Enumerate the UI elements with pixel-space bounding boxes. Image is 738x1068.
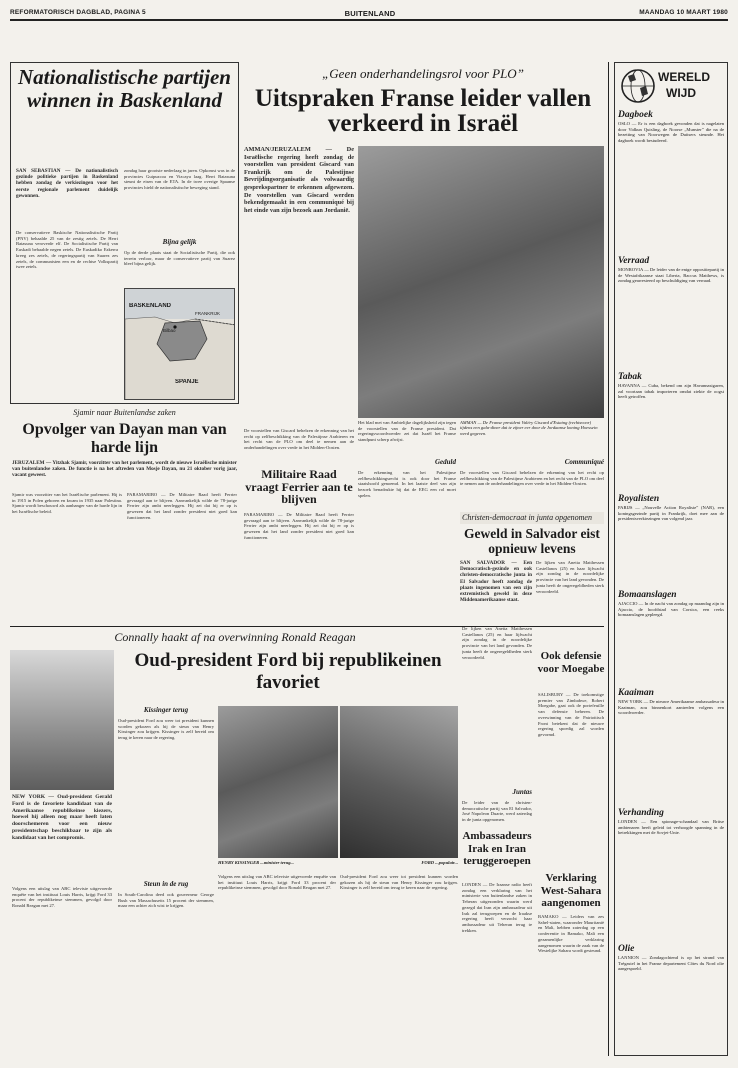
militaire-headline: Militaire Raad vraagt Ferrier aan te blijven [245, 468, 353, 506]
basque-subhead: Bijna gelijk [162, 238, 197, 246]
basque-headline: Nationalistische partijen winnen in Baskenland [18, 66, 231, 112]
salvador-kicker: Christen-democraat in junta opgenomen [460, 512, 604, 524]
main-body-2: Het blad met van Ambtelijke dagelijksheid zijn tegen de voorstellen van de Franse president. Dat regeringswoordvoerder zei dat Israël het Franse standpunt scherp afwijst. [358, 420, 456, 443]
header-rule [10, 19, 728, 21]
sidebar-items [618, 110, 724, 1054]
kissinger-photo [218, 706, 338, 858]
sidebar-item-body: MONROVIA — De leider van de enige oppositiepartij in de Westafrikaanse staat Liberia, Baccus Matthews, is zondag gearresteerd op beschuldiging van verraad. [618, 267, 724, 284]
ook-body: SALISBURY — De toekomstige premier van Zimbabwe, Robert Moegabe, gaat ook de portefeuille van defensie beheren. De overwinning van de Patriottisch Front betekent dat de nieuwe regering spoedig zal worden gevormd. [538, 692, 604, 737]
sidebar-item [618, 944, 724, 1052]
ford-body-5: Oud-president Ford zou weer tot president kunnen worden gekozen als hij de steun van Henry Kissinger zou krijgen. Kissinger is zelf bereid om terug te keren naar de regering. [340, 874, 458, 891]
sidebar-item-title: Dagboek [618, 110, 653, 120]
main-headline: Uitspraken Franse leider vallen verkeerd in Israël [254, 86, 592, 137]
ford-lead: NEW YORK — Oud-president Gerald Ford is de favoriete kandidaat van de Amerikaanse republikeinse kiezers, hoewel hij alleen nog maar heeft laten doorschemeren voor een nieuw presidentschap beschikbaar te zijn als kandidaat van het compromis. [12, 794, 112, 841]
ford-body-4: Volgens een uitslag van ABC televisie uitgevoerde enquête van het instituut Louis Harris, krijgt Ford 33 procent der republikeinse stemmen, gevolgd door Ronald Reagan met 27. [218, 874, 336, 891]
map-title: BASKENLAND [129, 303, 171, 309]
basque-map [124, 288, 235, 400]
wereld-wijd-logo [620, 66, 724, 106]
militaire-body: PARAMARIBO — De Militaire Raad heeft Ferrier gevraagd aan te blijven. Aanvankelijk wilde de 78-jarige Ferrier zijn ambt neerleggen. Hij zei dat hij er op is gewezen dat het land zonder president niet goed kan functioneren. [244, 512, 354, 540]
ambassadeurs-headline: Ambassadeurs Irak en Iran teruggeroepen [462, 830, 532, 867]
sidebar-item-title: Tabak [618, 372, 642, 382]
westsahara-body: BAMAKO — Leiders van zes Sahel-staten, waaronder Mauritanië en Mali, hebben zaterdag op een conferentie in Bamako, Mali een gezamenlijke verklaring aangenomen waarin de zaak van de Westelijke Sahara wordt gesteund. [538, 914, 604, 954]
main-photo-caption: AMMAN — De Franse president Valéry Giscard d'Estaing (rechtsvoor) tijdens een gala-diner dat te zijner eer door de Jordaanse koning Hoessein werd gegeven. [460, 420, 598, 436]
sidebar-item [618, 808, 724, 928]
sidebar-item-title: Olie [618, 944, 635, 954]
sidebar-item-title: Kaaiman [618, 688, 654, 698]
sidebar-item-body: LONDEN — Een spionage-schandaal van Britse ambtenaren heeft geleid tot verhoogde spanning in de betrekkingen met de Sovjet-Unie. [618, 819, 724, 836]
juntas-body: De leider van de christen-democratische partij van El Salvador, José Napoleon Duarte, werd zaterdag in de junta opgenomen. [462, 800, 532, 823]
sidebar-item-title: Verhanding [618, 808, 664, 818]
main-body-1: De voorstellen van Giscard behelzen de erkenning van het recht op zelfbeschikking van de Palestijnse Arabieren en het recht van de PLO om deel te nemen aan de onderhandelingen over vrede in het Midden-Oosten. [244, 428, 354, 451]
dayan-body: Sjamir was voorzitter van het Israëlische parlement. Hij is in 1915 in Polen geboren en kwam in 1935 naar Palestina. Sjamir wordt beschouwd als aanhanger van de harde lijn in het Israëlische beleid. [12, 492, 122, 515]
ford-headline: Oud-president Ford bij republikeinen favoriet [134, 650, 442, 693]
basque-body-1: De conservatieve Baskische Nationalistische Partij (PNV) behaalde 25 van de zestig zetels. De Herri Batasuna veroverde elf. De Socialistische Partij van Euskadi behaalde negen zetels. De Euskadiko Ezkerra kreeg zes zetels, de regeringspartij van Suarez zes zetels, de communisten een en de rechtse Volkspartij twee zetels. [16, 230, 118, 270]
sidebar-item-title: Verraad [618, 256, 650, 266]
basque-body-2: zondag haar grootste nederlaag in jaren. Opkomst was in de provincies Guipuzcoa en Vizcaya laag. Herri Batasuna steunt de eisen van de ETA. In de twee overige Spaanse provincies hield de nationalistische beweging stand. [124, 168, 235, 191]
salvador-headline: Geweld in Salvador eist opnieuw levens [464, 526, 600, 556]
main-body-3: De erkenning van het Palestijnse zelfbeschikkingsrecht is ook door het Franse staatshoofd genoemd. In het laatste deel van zijn bezoek benadrukte hij dat de EEG een rol moet spelen. [358, 470, 456, 498]
sidebar-item [618, 256, 724, 366]
map-label-bilbao: Bilbao [163, 328, 176, 333]
logo-wijd: WIJD [666, 86, 696, 100]
salvador-body: De lijken van Anetta Matthessen Castellanos (25) en haar lijfwacht zijn zondag in de noordelijke provincie van het land gevonden. De junta heeft de ongeregeldheden sterk veroordeeld. [536, 560, 604, 594]
section-label: BUITENLAND [344, 9, 396, 18]
main-subhead-communique: Communiqué [564, 458, 604, 466]
sidebar-item [618, 590, 724, 700]
salvador-lead: SAN SALVADOR — Een Democratisch-gezinde en ook christen-democratische junta in El Salvador heeft zondag de plaats ingenomen van een zijn extremistisch geweld in deze Middenamerikaanse staat. [460, 560, 532, 604]
basque-lead: SAN SEBASTIAN — De nationalistisch gezinde politieke partijen in Baskenland hebben zondag de verkiezingen voor het eerste regionale parlement duidelijk gewonnen. [16, 168, 118, 199]
paper-page-label: REFORMATORISCH DAGBLAD, PAGINA 5 [10, 9, 146, 16]
basque-body-3: Op de derde plaats staat de Socialistische Partij, die ook terrein verloor, maar de conservatieve partij van Suarez bleef bijna gelijk. [124, 250, 235, 267]
salvador-continued: De lijken van Anetta Matthessen Castellanos (25) en haar lijfwacht zijn zondag in de noordelijke provincie van het land gevonden. De junta heeft de ongeregeldheden sterk veroordeeld. [462, 626, 532, 660]
main-kicker: „Geen onderhandelingsrol voor PLO” [322, 66, 524, 81]
main-lead: AMMAN/JERUZALEM — De Israëlische regering heeft zondag de voorstellen van president Giscard van Frankrijk om de Palestijnse Bevrijdingsorganisatie als volwaardig gesprekspartner te erkennen afgewezen. De voorstellen van Giscard werden bekendgemaakt in een communiqué bij het einde van zijn bezoek aan Jordanië. [244, 146, 354, 214]
logo-wereld: WERELD [658, 70, 710, 84]
sidebar-item-title: Bomaanslagen [618, 590, 677, 600]
sidebar-item-body: OSLO — Er is een dagboek gevonden dat is nagelaten door Vidkun Quisling, de Noorse „Munster” die na de bezetting van Noorwegen de Duitsers steunde. Het dagboek wordt bestudeerd. [618, 121, 724, 143]
sidebar-item-body: HAVANNA — Cuba, bekend om zijn Havannasigaren, zal voortaan tabak importeren omdat ziekte de oogst heeft getroffen. [618, 383, 724, 400]
sidebar-item [618, 110, 724, 220]
giscard-photo [358, 146, 604, 418]
dayan-kicker: Sjamir naar Buitenlandse zaken [73, 408, 176, 417]
ford-subhead-steun: Steun in de rug [143, 880, 189, 888]
ford-body-1: Volgens een uitslag van ABC televisie uitgevoerde enquête van het instituut Louis Harris, krijgt Ford 33 procent der republikeinse stemmen, gevolgd door Ronald Reagan met 27. [12, 886, 112, 909]
ambassadeurs-body: LONDEN — De Iraanse radio heeft zondag een verklaring van het ministerie van buitenlandse zaken in Teheran uitgezonden waarin werd gezegd dat Iran zijn ambassadeur uit Irak zal terugroepen en de Iraakse regering heeft verzocht haar ambassadeur uit Teheran terug te trekken. [462, 882, 532, 933]
map-label-spanje: SPANJE [175, 379, 199, 385]
ford-subhead-kissinger: Kissinger terug [143, 706, 189, 714]
ford-body-3: In South-Carolina deed ook gouverneur George Bush van Massachusetts 15 procent der stemmen, maar een achter zich wist te krijgen. [118, 892, 214, 909]
sidebar-item-body: PARIJS — „Nouvelle Action Royaliste” (NAR), een koningsgezinde partij in Frankrijk, doet mee aan de presidentsverkiezingen van volgend jaar. [618, 505, 724, 522]
sidebar-divider [608, 62, 609, 1056]
map-label-frankrijk: FRANKRIJK [195, 311, 221, 316]
main-body-4: De voorstellen van Giscard behelzen de erkenning van het recht op zelfbeschikking van de Palestijnse Arabieren en het recht van de PLO om deel te nemen aan de onderhandelingen over vrede in het Midden-Oosten. [460, 470, 604, 487]
dayan-headline: Opvolger van Dayan man van harde lijn [22, 421, 227, 456]
sidebar-item-body: LANNION — Zondagochtend is op het strand van Trégastel in het Franse departement Côtes du Nord olie aangespoeld. [618, 955, 724, 972]
juntas-kicker: Juntas [512, 788, 532, 796]
ford-kicker: Connally haakt af na overwinning Ronald Reagan [114, 630, 356, 644]
sidebar-item-body: NEW YORK — De nieuwe Amerikaanse ambassadeur in Kaaiman, zou binnenkort aantreden volgens een woordvoerder. [618, 699, 724, 716]
sidebar-item [618, 372, 724, 482]
westsahara-headline: Verklaring West-Sahara aangenomen [540, 872, 602, 909]
ford-caption: FORD ...populair... [421, 860, 458, 865]
sidebar-item [618, 688, 724, 798]
statue-of-liberty-photo [10, 650, 114, 790]
date-label: MAANDAG 10 MAART 1980 [639, 9, 728, 16]
main-subhead-geduld: Geduld [435, 458, 456, 466]
kissinger-caption: HENRY KISSINGER ...minister terug... [218, 860, 294, 865]
dayan-body-2: PARAMARIBO — De Militaire Raad heeft Ferrier gevraagd aan te blijven. Aanvankelijk wilde de 78-jarige Ferrier zijn ambt neerleggen. Hij zei dat hij er op is gewezen dat het land zonder president niet goed kan functioneren. [127, 492, 237, 520]
dayan-lead: JERUZALEM — Yitzhak Sjamir, voorzitter van het parlement, wordt de nieuwe Israëlische minister van buitenlandse zaken. De functie is na het aftreden van Mosje Dayan, nu 21 oktober vorig jaar, vacant geweest. [12, 460, 237, 479]
sidebar-item [618, 494, 724, 604]
sidebar-item-body: AJACCIO — In de nacht van zondag op maandag zijn in Ajaccio, de hoofdstad van Corsica, een reeks bomaanslagen gepleegd. [618, 601, 724, 618]
ook-headline: Ook defensie voor Moegabe [537, 650, 605, 675]
ford-body-2: Oud-president Ford zou weer tot president kunnen worden gekozen als hij de steun van Henry Kissinger zou krijgen. Kissinger is zelf bereid om terug te keren naar de regering. [118, 718, 214, 741]
ford-photo [340, 706, 458, 858]
sidebar-item-title: Royalisten [618, 494, 660, 504]
